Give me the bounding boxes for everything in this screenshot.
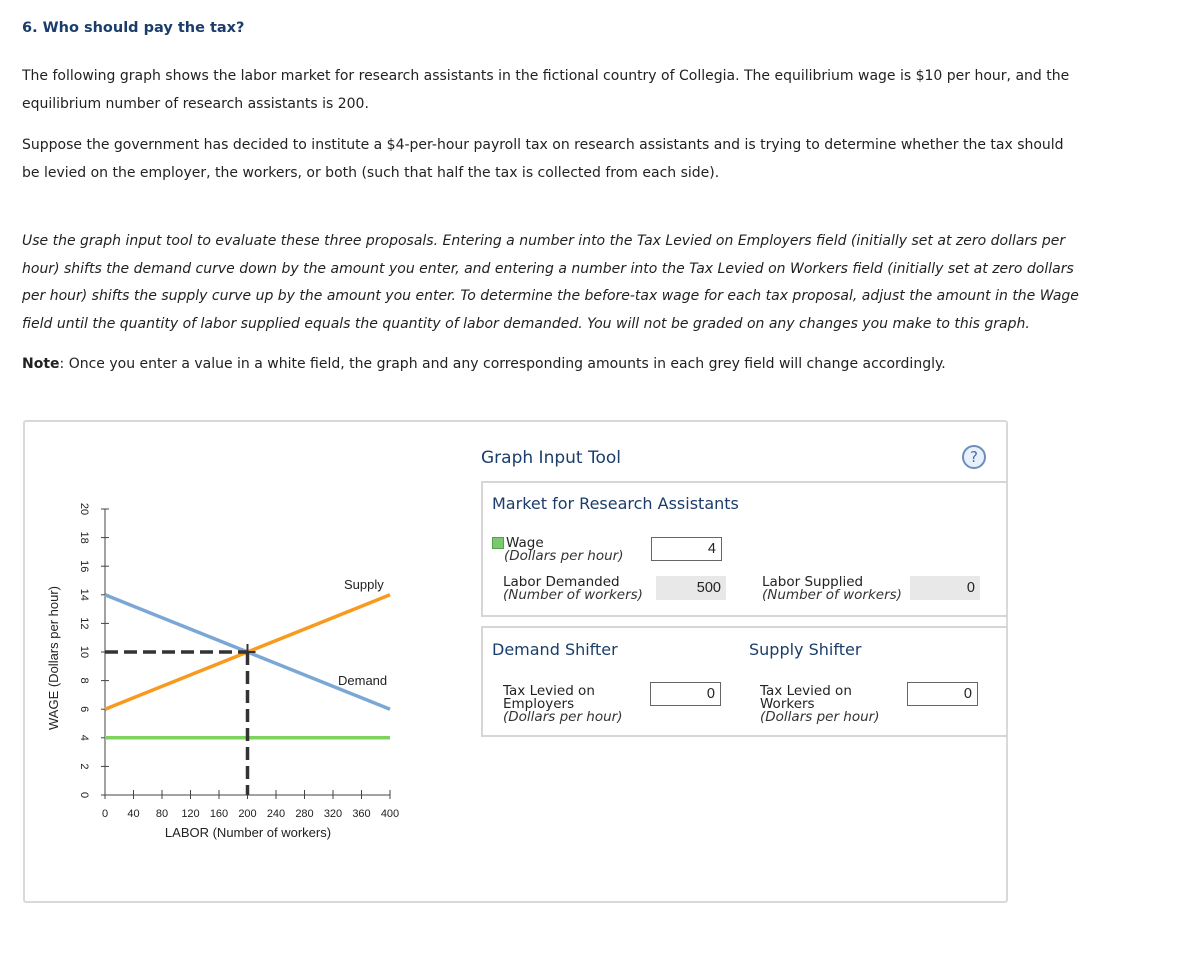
wage-label: Wage: [506, 535, 544, 551]
y-tick-label: 12: [78, 617, 90, 630]
y-tick-label: 16: [78, 560, 90, 573]
market-title: Market for Research Assistants: [492, 494, 739, 513]
y-tick-label: 2: [78, 763, 90, 770]
y-tick-label: 6: [78, 706, 90, 713]
instructions-paragraph: Use the graph input tool to evaluate these three proposals. Entering a number into the Tax Levied on Employers field (initially set at zero dollars per hour) shifts the demand curve down by the amount you enter, and entering a number into the Tax Levied on Workers field (initially set at zero dollars per hour) shifts the supply curve up by the amount you enter. To determine the before-tax wage for each tax proposal, adjust the amount in the Wage field until the quantity of labor supplied equals the quantity of labor demanded. You will not be graded on any changes you make to this graph.: [22, 233, 1079, 332]
y-tick-label: 4: [78, 734, 90, 741]
note-label: Note: [22, 356, 60, 372]
tax-employers-label: Tax Levied on: [503, 683, 595, 699]
labor-supplied-label: Labor Supplied: [762, 574, 864, 590]
question-title: 6. Who should pay the tax?: [22, 20, 245, 36]
tax-workers-label-group: [760, 685, 879, 724]
labor-demanded-unit: (Number of workers): [503, 587, 643, 603]
tax-workers-unit: (Dollars per hour): [760, 709, 880, 725]
demand-shifter-title: Demand Shifter: [492, 640, 618, 659]
x-tick-label: 40: [127, 808, 140, 820]
x-tick-label: 120: [181, 808, 200, 820]
wage-label-group: [492, 537, 623, 563]
labor-demanded-label-group: [503, 576, 643, 602]
wage-input[interactable]: 4: [651, 537, 722, 561]
equilibrium-marker[interactable]: [105, 644, 256, 795]
x-tick-label: 160: [209, 808, 229, 820]
labor-supplied-label-group: [762, 576, 902, 602]
note-text: : Once you enter a value in a white field, the graph and any corresponding amounts in each grey field will change accordingly.: [59, 356, 946, 372]
supply-shifter-title: Supply Shifter: [749, 640, 862, 659]
tax-workers-label-2: Workers: [760, 696, 815, 712]
graph-input-tool-title: Graph Input Tool: [481, 448, 621, 468]
x-tick-label: 400: [380, 808, 400, 820]
x-tick-label: 200: [238, 808, 257, 820]
intro-paragraph: The following graph shows the labor market for research assistants in the fictional country of Collegia. The equilibrium wage is $10 per hour, and the equilibrium number of research assistants is 200.: [22, 68, 1070, 112]
y-tick-label: 14: [78, 588, 90, 601]
labor-supplied-unit: (Number of workers): [762, 587, 902, 603]
tax-employers-label-group: [503, 685, 622, 724]
x-tick-label: 320: [323, 808, 343, 820]
tax-workers-input[interactable]: 0: [907, 682, 978, 706]
x-tick-label: 80: [155, 808, 169, 820]
x-tick-label: 280: [295, 808, 314, 820]
y-axis: [78, 503, 109, 798]
y-tick-label: 18: [78, 531, 90, 544]
demand-curve-label: Demand: [338, 673, 388, 689]
wage-unit: (Dollars per hour): [504, 548, 624, 564]
y-tick-label: 0: [78, 791, 90, 799]
y-tick-label: 8: [78, 677, 90, 684]
wage-swatch: [492, 537, 504, 549]
help-icon[interactable]: ?: [962, 445, 986, 469]
tax-workers-label: Tax Levied on: [760, 683, 852, 699]
tax-employers-input[interactable]: 0: [650, 682, 721, 706]
x-tick-label: 0: [101, 808, 109, 820]
y-tick-label: 20: [78, 502, 90, 516]
x-axis: [102, 790, 399, 820]
tax-employers-label-2: Employers: [503, 696, 575, 712]
y-axis-label: WAGE (Dollars per hour): [46, 586, 61, 730]
tax-employers-unit: (Dollars per hour): [503, 709, 623, 725]
supply-curve-label: Supply: [344, 576, 384, 592]
labor-demanded-label: Labor Demanded: [503, 574, 620, 590]
tax-paragraph: Suppose the government has decided to institute a $4-per-hour payroll tax on research assistants and is trying to determine whether the tax should be levied on the employer, the workers, or both (such that half the tax is collected from each side).: [22, 137, 1064, 181]
y-tick-label: 10: [78, 645, 90, 659]
labor-demanded-value: 500: [656, 576, 726, 600]
x-tick-label: 360: [352, 808, 371, 820]
x-tick-label: 240: [266, 808, 286, 820]
x-axis-label: LABOR (Number of workers): [164, 825, 332, 840]
labor-supplied-value: 0: [910, 576, 980, 600]
